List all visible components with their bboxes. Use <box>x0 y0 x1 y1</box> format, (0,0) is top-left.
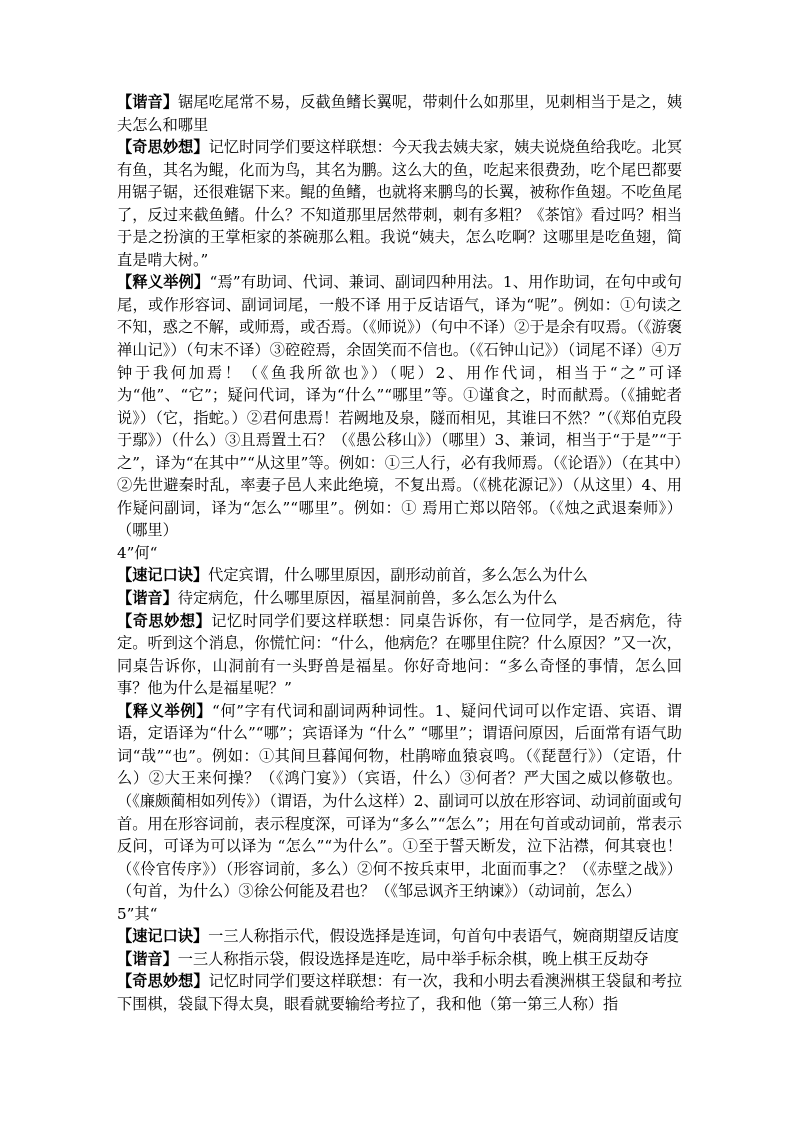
paragraph-text: 一三人称指示袋，假设选择是连吃，局中举手标余棋，晚上棋王反劫夺 <box>177 949 649 968</box>
paragraph-text: 4”何“ <box>117 543 158 562</box>
paragraph-7 <box>117 610 682 700</box>
paragraph-1 <box>117 91 682 136</box>
paragraph-10 <box>117 925 682 948</box>
paragraph-2 <box>117 136 682 271</box>
paragraph-label: 【释义举例】 <box>117 701 213 720</box>
paragraph-text: 锯尾吃尾常不易，反截鱼鳍长翼呢，带刺什么如那里，见刺相当于是之，姨夫怎么和哪里 <box>117 93 683 134</box>
paragraph-text: 待定病危，什么哪里原因，福星洞前兽，多么怎么为什么 <box>177 589 558 608</box>
paragraph-text: “何”字有代词和副词两种词性。1、疑问代词可以作定语、宾语、谓语，定语译为“什么”“哪”；宾语译为 “什么” “哪里”；谓语问原因，后面常有语气助词“哉”“也”。例如：①其间旦暮闻何物，杜鹃啼血猿哀鸣。（《琵琶行》）（定语，什么）②大王来何操？（《鸿门宴》）（宾语，什么）③何者？严大国之威以修敬也。（《廉颇蔺相如列传》）（谓语，为什么这样）2、副词可以放在形容词、动词前面或句首。用在形容词前，表示程度深，可译为“多么”“怎么”；用在句首或动词前，常表示反问，可译为可以译为 “怎么”“为什么”。①至于誓天断发，泣下沾襟，何其衰也！（《伶官传序》）（形容词前，多么）②何不按兵束甲，北面而事之？（《赤壁之战》） （句首，为什么）③徐公何能及君也？（《邹忌讽齐王纳谏》）（动词前，怎么） <box>117 701 682 901</box>
paragraph-label: 【谐音】 <box>117 93 179 111</box>
paragraph-12 <box>117 970 682 1015</box>
paragraph-4 <box>117 542 682 565</box>
paragraph-label: 【谐音】 <box>117 949 178 968</box>
paragraph-text: 一三人称指示代，假设选择是连词，句首句中表语气，婉商期望反诘度 <box>208 927 679 946</box>
paragraph-label: 【谐音】 <box>117 589 178 608</box>
paragraph-label: 【速记口诀】 <box>117 927 209 946</box>
paragraph-text: 5”其“ <box>117 904 158 923</box>
paragraph-text: 记忆时同学们要这样联想：有一次，我和小明去看澳洲棋王袋鼠和考拉下围棋，袋鼠下得太臭，眼看就要输给考拉了，我和他（第一第三人称）指 <box>117 972 683 1013</box>
paragraph-text: “焉”有助词、代词、兼词、副词四种用法。1、用作助词，在句中或句尾，或作形容词、副词词尾，一般不译 用于反诘语气，译为“呢”。例如：①句读之不知，惑之不解，或师焉，或否焉。（《师说》）（句中不译）②于是余有叹焉。（《游褒禅山记》）（句末不译）③硿硿焉，余固笑而不信也。（《石钟山记》）（词尾不译）④万钟于我何加焉！（《鱼我所欲也》）（呢）2、用作代词，相当于“之”可译为“他”、“它”；疑问代词，译为“什么”“哪里”等。①谨食之，时而献焉。（《捕蛇者说》）（它，指蛇。）②君何患焉！若阙地及泉，隧而相见，其谁曰不然？”（《郑伯克段于鄢》）（什么）③且焉置土石？（《愚公移山》）（哪里）3、兼词，相当于“于是”“于之”，译为“在其中”“从这里”等。例如：①三人行，必有我师焉。（《论语》）（在其中）②先世避秦时乱，率妻子邑人来此绝境，不复出焉。（《桃花源记》）（从这里）4、用作疑问副词，译为“怎么”“哪里”。例如：① 焉用亡郑以陪邻。（《烛之武退秦师》）（哪里） <box>117 273 682 540</box>
paragraph-label: 【奇思妙想】 <box>117 611 212 630</box>
paragraph-text: 代定宾谓，什么哪里原因，副形动前首，多么怎么为什么 <box>208 566 588 585</box>
document-page <box>117 91 682 1015</box>
paragraph-label: 【速记口诀】 <box>117 566 209 585</box>
paragraph-text: 记忆时同学们要这样联想：同桌告诉你，有一位同学，是否病危，待定。听到这个消息，你慌忙问：“什么，他病危？在哪里住院？什么原因？”又一次，同桌告诉你，山洞前有一头野兽是福星。你好奇地问：“多么奇怪的事情，怎么回事？他为什么是福星呢？” <box>117 611 683 698</box>
paragraph-11 <box>117 948 682 971</box>
paragraph-label: 【奇思妙想】 <box>117 138 209 157</box>
paragraph-text: 记忆时同学们要这样联想：今天我去姨夫家，姨夫说烧鱼给我吃。北冥有鱼，其名为鲲，化而为鸟，其名为鹏。这么大的鱼，吃起来很费劲，吃个尾巴都要用锯子锯，还很难锯下来。鲲的鱼鳍，也就将来鹏鸟的长翼，被称作鱼翅。不吃鱼尾了，反过来截鱼鳍。什么？不知道那里居然带刺，刺有多粗？《茶馆》看过吗？相当于是之扮演的王掌柜家的茶碗那么粗。我说“姨夫，怎么吃啊？这哪里是吃鱼翅，简直是啃大树。” <box>117 138 683 269</box>
paragraph-label: 【释义举例】 <box>117 273 210 292</box>
paragraph-6 <box>117 587 682 610</box>
paragraph-label: 【奇思妙想】 <box>117 972 209 991</box>
paragraph-3 <box>117 271 682 542</box>
paragraph-5 <box>117 564 682 587</box>
paragraph-8 <box>117 700 682 903</box>
paragraph-9 <box>117 903 682 926</box>
